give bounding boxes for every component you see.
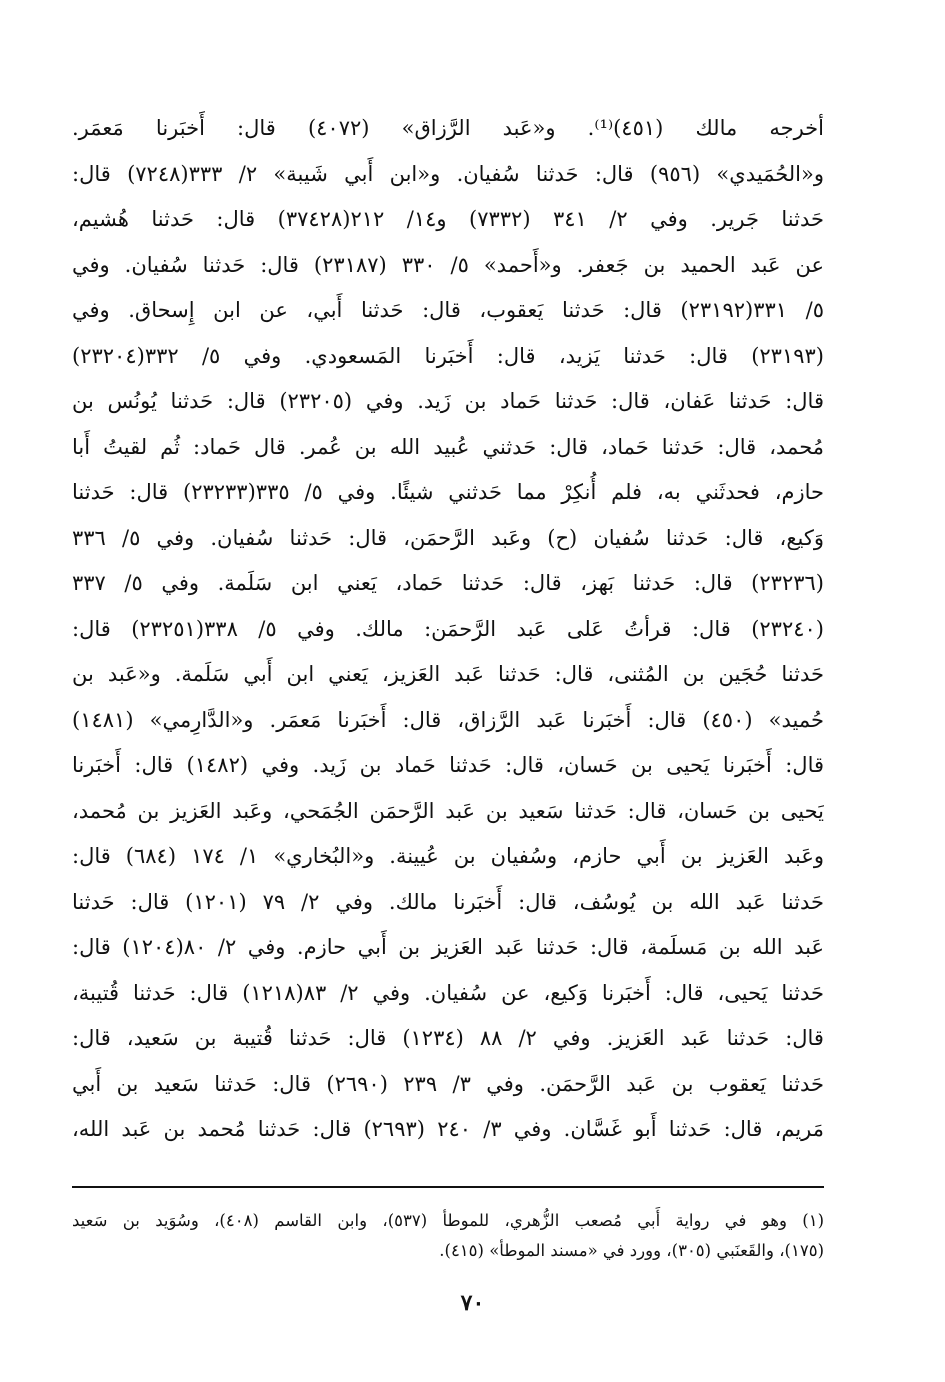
text-line: يَحيى بن حَسان، قال: حَدثنا سَعيد بن عَبد الرَّحمَن الجُمَحي، وعَبد العَزيز بن مُحمد، <box>72 798 824 823</box>
text-line: وعَبد العَزيز بن أَبي حازم، وسُفيان بن عُيينة. و«البُخاري» ١/ ١٧٤ (٦٨٤) قال: <box>72 844 824 868</box>
footnotes <box>72 1206 824 1266</box>
text-line: عَبد الله بن مَسلَمة، قال: حَدثنا عَبد العَزيز بن أَبي حازم. وفي ٢/ ٨٠(١٢٠٤) قال: <box>72 935 824 959</box>
text-line: مَريم، قال: حَدثنا أَبو غَسَّان. وفي ٣/ ٢٤٠ (٢٦٩٣) قال: حَدثنا مُحمد بن عَبد الله، <box>72 1117 824 1141</box>
text-line: حازم، فحدثَني به، فلم أُنكِرْ مما حَدثني شيئًا. وفي ٥/ ٣٣٥(٢٣٢٣٣) قال: حَدثنا <box>72 480 824 504</box>
text-line: أخرجه مالك (٤٥١)⁽¹⁾. و«عَبد الرَّزاق» (٤٠٧٢) قال: أَخبَرنا مَعمَر. <box>72 116 824 140</box>
text-line: وَكيع، قال: حَدثنا سُفيان (ح) وعَبد الرَّحمَن، قال: حَدثنا سُفيان. وفي ٥/ ٣٣٦ <box>72 525 824 550</box>
text-line: حُميد» (٤٥٠) قال: أَخبَرنا عَبد الرَّزاق، قال: أَخبَرنا مَعمَر. و«الدَّارِمي» (١٤٨١) <box>72 707 824 732</box>
text-line: حَدثنا جَرير. وفي ٢/ ٣٤١ (٧٣٣٢) و١٤/ ٢١٢(٣٧٤٢٨) قال: حَدثنا هُشيم، <box>72 207 824 231</box>
main-text <box>72 106 824 1153</box>
text-line: ٥/ ٣٣١(٢٣١٩٢) قال: حَدثنا يَعقوب، قال: حَدثنا أَبي، عن ابن إِسحاق. وفي <box>72 298 824 322</box>
text-line: حَدثنا حُجَين بن المُثنى، قال: حَدثنا عَبد العَزيز، يَعني ابن أَبي سَلَمة. و«عَبد بن <box>72 662 824 686</box>
text-line: (٢٣٢٣٦) قال: حَدثنا بَهز، قال: حَدثنا حَماد، يَعني ابن سَلَمة. وفي ٥/ ٣٣٧ <box>72 571 824 595</box>
text-line: عن عَبد الحميد بن جَعفر. و«أَحمد» ٥/ ٣٣٠ (٢٣١٨٧) قال: حَدثنا سُفيان. وفي <box>72 252 824 277</box>
text-line: قال: أَخبَرنا يَحيى بن حَسان، قال: حَدثنا حَماد بن زَيد. وفي (١٤٨٢) قال: أَخبَرنا <box>72 753 824 777</box>
footnote-line: (١٧٥)، والقَعنَبي (٣٠٥)، وورد في «مسند الموطأ» (٤١٥). <box>439 1241 824 1260</box>
text-line: مُحمد، قال: حَدثنا حَماد، قال: حَدثني عُبيد الله بن عُمر. قال حَماد: ثُم لقيتُ أَبا <box>72 434 824 459</box>
footnote-line: (١) وهو في رواية أَبي مُصعب الزُّهري، للموطأ (٥٣٧)، وابن القاسم (٤٠٨)، وسُوَيد بن سَعيد <box>72 1211 824 1230</box>
text-line: (٢٣١٩٣) قال: حَدثنا يَزيد، قال: أَخبَرنا المَسعودي. وفي ٥/ ٣٣٢(٢٣٢٠٤) <box>72 343 824 368</box>
footnote-separator <box>72 1186 824 1188</box>
text-line: و«الحُمَيدي» (٩٥٦) قال: حَدثنا سُفيان. و«ابن أَبي شَيبة» ٢/ ٣٣٣(٧٢٤٨) قال: <box>72 161 824 186</box>
text-line: (٢٣٢٤٠) قال: قرأتُ عَلى عَبد الرَّحمَن: مالك. وفي ٥/ ٣٣٨(٢٣٢٥١) قال: <box>72 616 824 641</box>
page-number: ٧٠ <box>460 1290 485 1316</box>
text-line: قال: حَدثنا عَبد العَزيز. وفي ٢/ ٨٨ (١٢٣٤) قال: حَدثنا قُتيبة بن سَعيد، قال: <box>72 1026 824 1050</box>
text-line: حَدثنا يَحيى، قال: أَخبَرنا وَكيع، عن سُفيان. وفي ٢/ ٨٣(١٢١٨) قال: حَدثنا قُتيبة، <box>72 980 824 1005</box>
text-line: حَدثنا عَبد الله بن يُوسُف، قال: أَخبَرنا مالك. وفي ٢/ ٧٩ (١٢٠١) قال: حَدثنا <box>72 889 824 914</box>
text-line: قال: حَدثنا عَفان، قال: حَدثنا حَماد بن زَيد. وفي (٢٣٢٠٥) قال: حَدثنا يُونُس بن <box>72 389 824 413</box>
text-line: حَدثنا يَعقوب بن عَبد الرَّحمَن. وفي ٣/ ٢٣٩ (٢٦٩٠) قال: حَدثنا سَعيد بن أَبي <box>72 1071 824 1096</box>
